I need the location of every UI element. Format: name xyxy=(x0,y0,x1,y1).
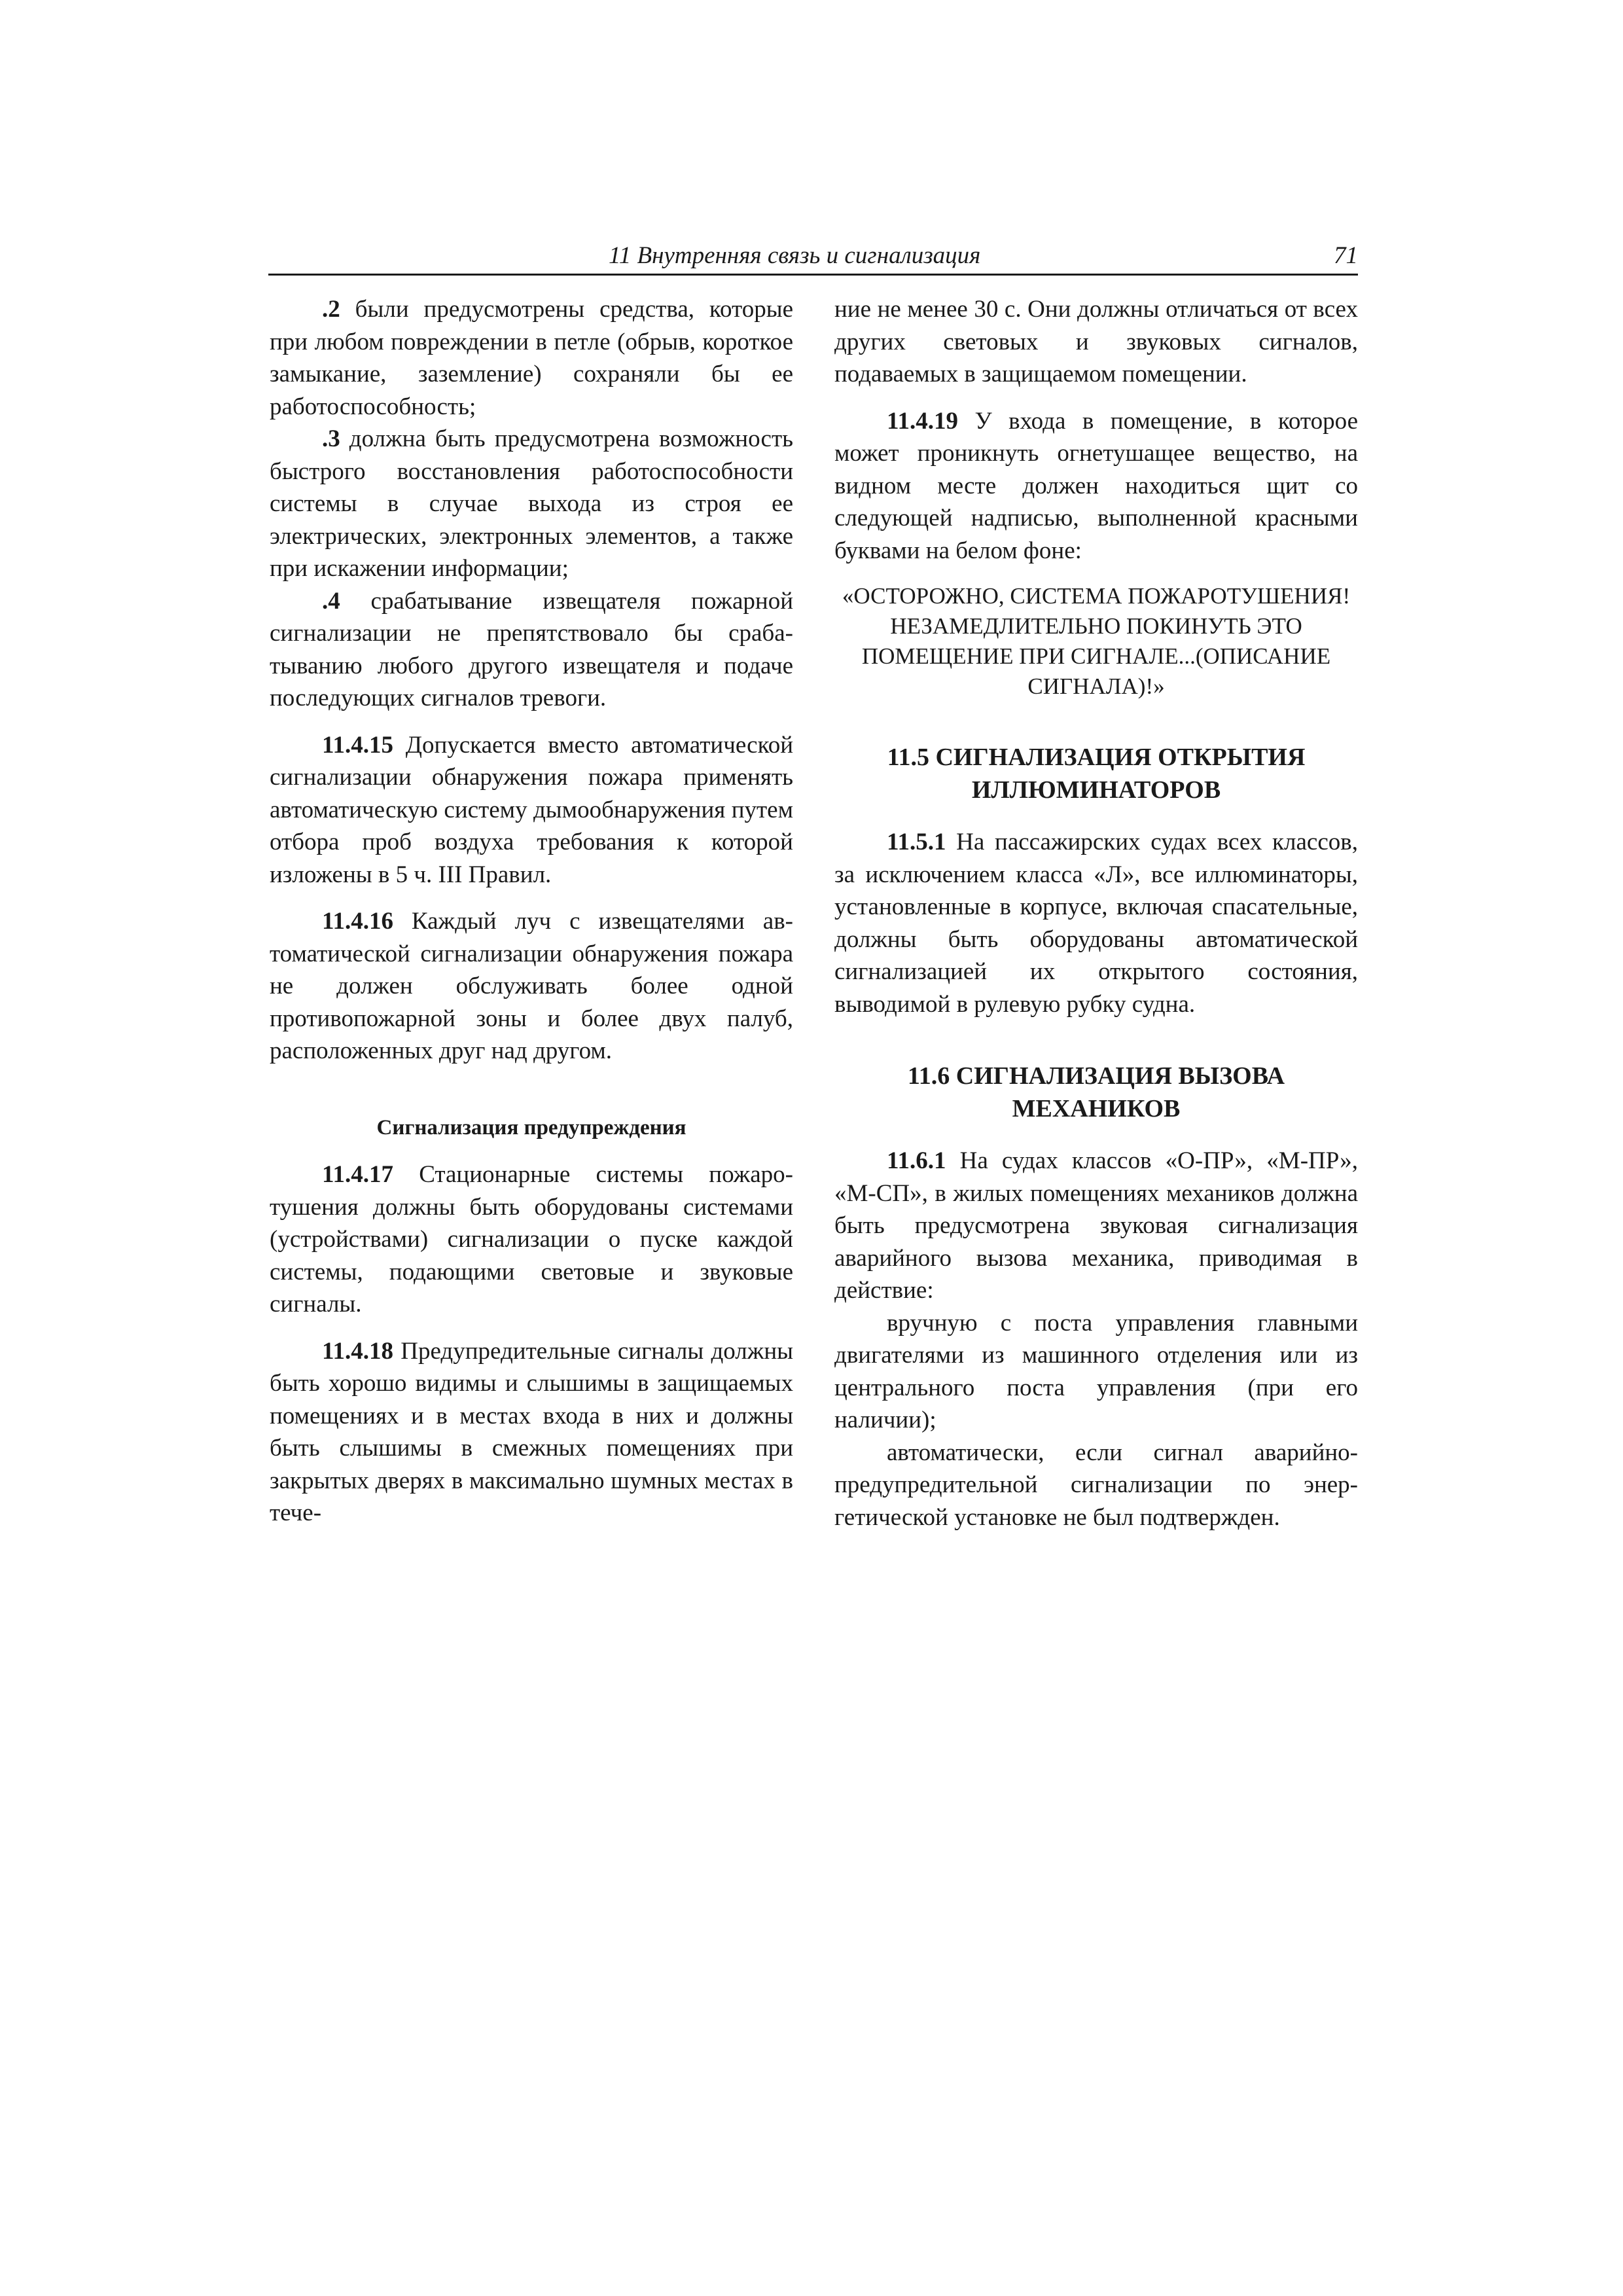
subheading-warning-signals: Сигнализация предупреждения xyxy=(376,1115,687,1139)
clause-text: Каждый луч с извещателями автоматической сигнализации обнаружения пожара не должен обслуживать более одной противопожарной зоны и более двух палуб, расположенных друг над другом. xyxy=(270,908,793,1064)
clause-text: На пассажирских судах всех классов, за исключением класса «Л», все иллюминаторы, установленные в корпусе, включая спасательные, должны быть оборудованы автоматической сигнализацией их открытого состояния, выводимой в рулевую рубку судна. xyxy=(834,829,1358,1018)
page-number: 71 xyxy=(1334,242,1358,269)
paragraph-item-4 xyxy=(270,585,793,715)
item-text: были предусмотрены средства, которые при любом повреждении в петле (обрыв, короткое замыкание, заземление) сохраняли бы ее работоспособность; xyxy=(270,296,793,420)
item-text: срабатывание извещателя пожарной сигнализации не препятствовало бы срабатыванию любого другого извещателя и подаче последующих сигналов тревоги. xyxy=(270,587,793,711)
clause-text: У входа в помещение, в которое может проникнуть огнетушащее вещество, на видном месте должен находиться щит со следующей надписью, выполненной красными буквами на белом фоне: xyxy=(834,407,1358,564)
paragraph-11-4-19 xyxy=(834,405,1358,567)
paragraph-11-4-16 xyxy=(270,905,793,1067)
clause-text: На судах классов «О-ПР», «М-ПР», «М-СП», в жилых помещениях механиков должна быть предусмотрена звуковая сигнализация аварийного вызова механика, приводимая в действие: xyxy=(834,1147,1358,1304)
clause-number: 11.4.17 xyxy=(322,1161,393,1188)
clause-number: 11.4.15 xyxy=(322,731,393,759)
item-text: должна быть предусмотрена возможность быстрого восстановления работоспособности системы в случае выхода из строя ее электрических, электронных элементов, а также при искажении информации; xyxy=(270,425,793,582)
running-title: 11 Внутренняя связь и сигнализация xyxy=(609,242,981,269)
item-number: .2 xyxy=(322,296,340,323)
paragraph-11-6-1-manual: вручную с поста управления главными двигателями из машинного отделения или из центрального поста управления (при его наличии); xyxy=(834,1309,1358,1433)
section-heading-11-6: 11.6 СИГНАЛИЗАЦИЯ ВЫЗОВА МЕХАНИКОВ xyxy=(907,1062,1285,1122)
clause-number: 11.4.19 xyxy=(887,407,958,435)
paragraph-continuation: ние не менее 30 с. Они должны отличаться от всех других световых и звуковых сигналов, подаваемых в защищаемом помещении. xyxy=(834,296,1358,387)
warning-notice-text: «ОСТОРОЖНО, СИСТЕМА ПОЖАРОТУШЕНИЯ! НЕЗАМЕДЛИТЕЛЬНО ПОКИНУТЬ ЭТО ПОМЕЩЕНИЕ ПРИ СИГНАЛЕ...(ОПИСАНИЕ СИГНАЛА)!» xyxy=(842,583,1351,699)
left-column xyxy=(270,293,793,1530)
clause-number: 11.5.1 xyxy=(887,829,946,855)
right-column xyxy=(834,293,1358,1534)
item-number: .3 xyxy=(322,425,340,452)
paragraph-11-6-1 xyxy=(834,1145,1358,1307)
clause-text: Допускается вместо автоматической сигнализации обнаружения пожара применять автоматическую систему дымообнаружения путем отбора проб воздуха требования к которой изложены в 5 ч. III Правил. xyxy=(270,731,793,888)
clause-number: 11.4.16 xyxy=(322,908,393,935)
paragraph-item-3 xyxy=(270,423,793,585)
clause-number: 11.6.1 xyxy=(887,1147,946,1174)
clause-number: 11.4.18 xyxy=(322,1337,393,1365)
clause-text: Предупредительные сигналы должны быть хорошо видимы и слышимы в защищаемых помещениях и в местах входа в них и должны быть слышимы в смежных помещениях при закрытых дверях в максимально шумных местах в тече- xyxy=(270,1337,793,1526)
paragraph-11-6-1-automatic: автоматически, если сигнал аварийно-предупредительной сигнализации по энергетической установке не был подтвержден. xyxy=(834,1439,1358,1531)
item-number: .4 xyxy=(322,587,340,615)
paragraph-11-4-18 xyxy=(270,1335,793,1530)
paragraph-item-2 xyxy=(270,293,793,423)
clause-text: Стационарные системы пожаротушения должны быть оборудованы системами (устройствами) сигнализации о пуске каждой системы, подающими световые и звуковые сигналы. xyxy=(270,1161,793,1318)
paragraph-11-4-15 xyxy=(270,729,793,891)
section-heading-11-5: 11.5 СИГНАЛИЗАЦИЯ ОТКРЫТИЯ ИЛЛЮМИНАТОРОВ xyxy=(887,744,1306,804)
running-header xyxy=(268,237,1358,276)
paragraph-11-5-1 xyxy=(834,826,1358,1020)
paragraph-11-4-17 xyxy=(270,1158,793,1321)
